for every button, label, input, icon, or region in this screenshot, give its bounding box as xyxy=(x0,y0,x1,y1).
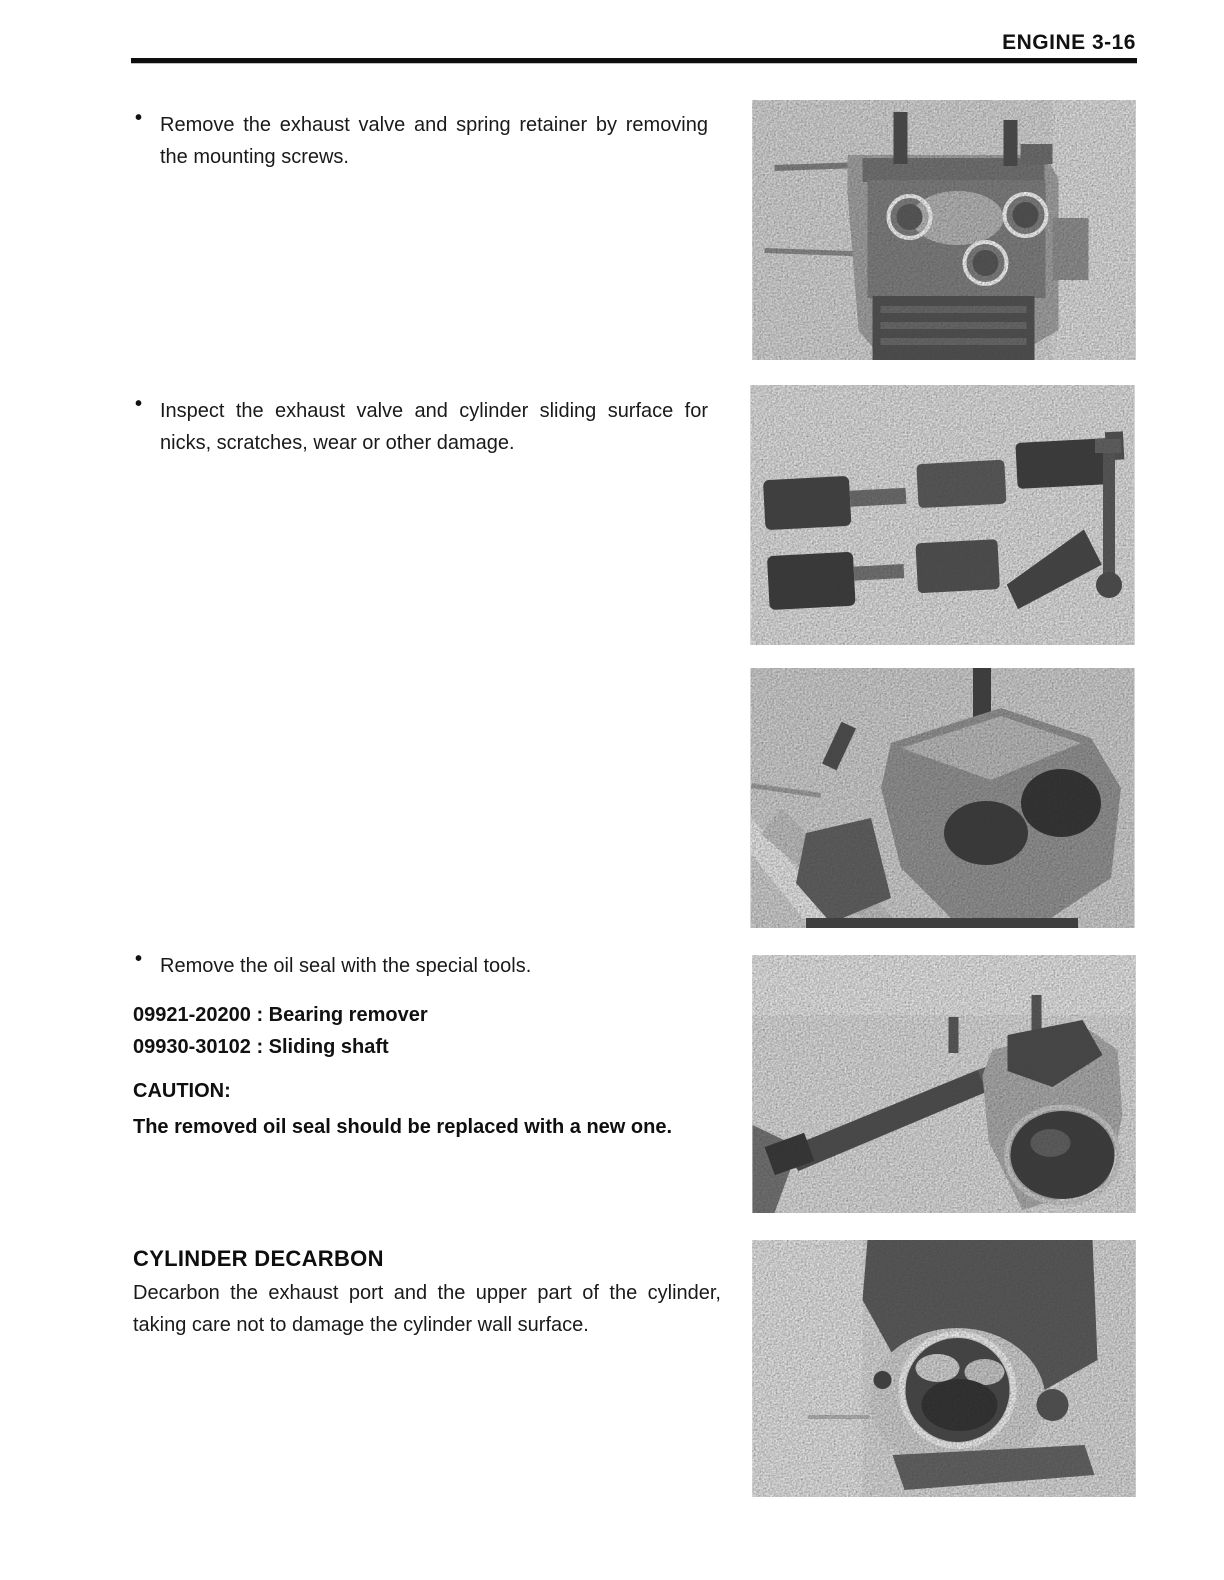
bullet-icon: • xyxy=(135,948,143,970)
step-remove-exhaust-valve xyxy=(133,109,708,173)
figure-exhaust-valve-retainer xyxy=(752,100,1136,360)
engine-photo-graphic xyxy=(752,955,1136,1213)
step-text: Remove the oil seal with the special tools. xyxy=(160,955,532,977)
figure-cylinder-exhaust-port xyxy=(752,1240,1136,1497)
section-body-text: Decarbon the exhaust port and the upper part of the cylinder, taking care not to damage the cylinder wall surface. xyxy=(133,1282,721,1336)
bullet-icon: • xyxy=(135,393,143,415)
bullet-icon: • xyxy=(135,107,143,129)
special-tool-bearing-remover: 09921-20200 : Bearing remover xyxy=(133,1004,428,1026)
figure-oil-seal-removal xyxy=(752,955,1136,1213)
step-remove-oil-seal xyxy=(133,950,708,982)
engine-photo-graphic xyxy=(750,668,1135,928)
engine-photo-graphic xyxy=(750,385,1135,645)
special-tool-sliding-shaft: 09930-30102 : Sliding shaft xyxy=(133,1036,389,1058)
figure-cylinder-sliding-surface xyxy=(750,668,1135,928)
figure-exhaust-valve-parts xyxy=(750,385,1135,645)
engine-photo-graphic xyxy=(752,100,1136,360)
step-text: Inspect the exhaust valve and cylinder sliding surface for nicks, scratches, wear or other damage. xyxy=(160,400,708,454)
step-text: Remove the exhaust valve and spring retainer by removing the mounting screws. xyxy=(160,114,708,168)
engine-photo-graphic xyxy=(752,1240,1136,1497)
caution-text: The removed oil seal should be replaced with a new one. xyxy=(133,1116,673,1138)
page-header-label: ENGINE 3-16 xyxy=(1002,31,1136,54)
step-inspect-exhaust-valve xyxy=(133,395,708,459)
caution-label: CAUTION: xyxy=(133,1080,231,1102)
section-heading-cylinder-decarbon: CYLINDER DECARBON xyxy=(133,1246,384,1271)
header-rule xyxy=(131,58,1137,63)
